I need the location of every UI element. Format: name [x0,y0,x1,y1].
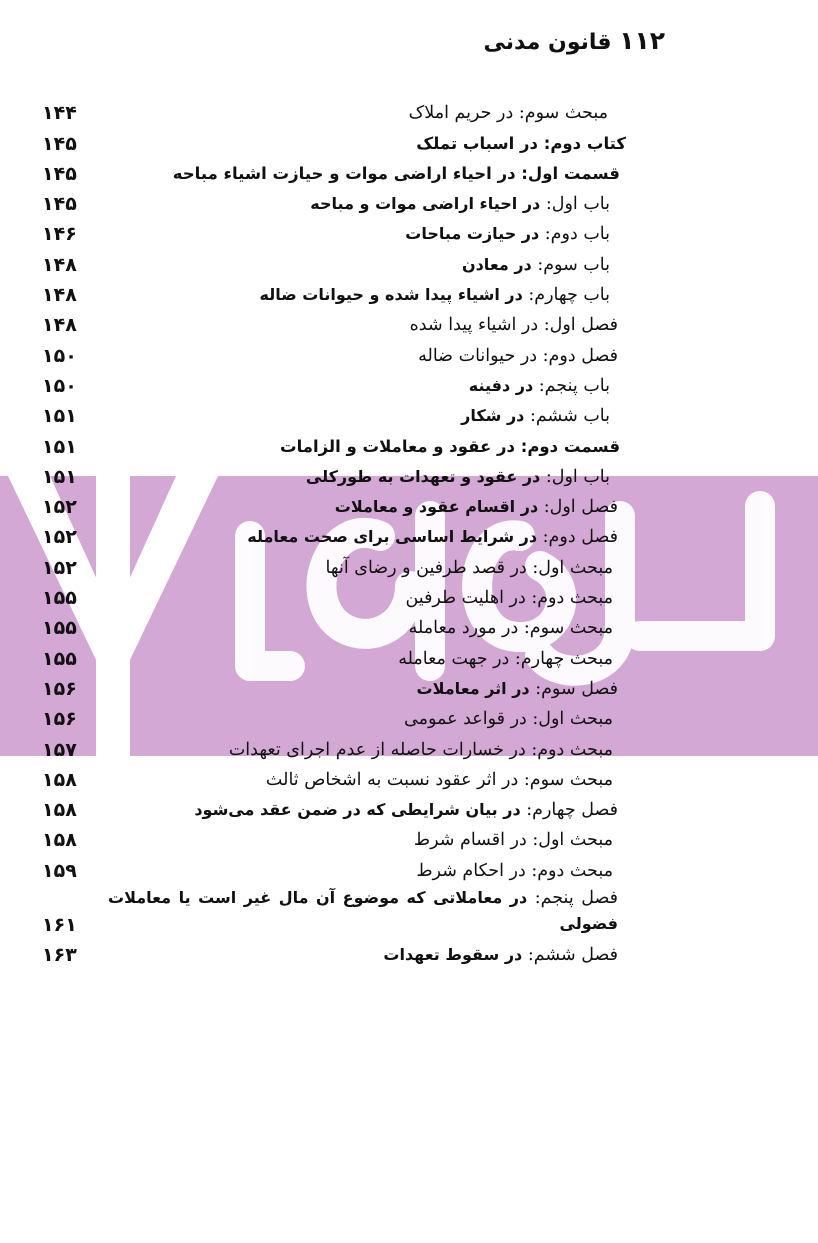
toc-page-number: ۱۵۰ [42,374,77,397]
toc-entry-title: در معادن [461,254,532,274]
toc-page-number: ۱۴۸ [42,253,77,276]
toc-page-number: ۱۵۶ [42,677,77,700]
toc-entry [0,795,818,825]
toc-entry-text [469,374,610,398]
toc-entry-text [310,192,610,216]
toc-entry-text [108,885,618,937]
toc-entry-text [173,162,620,186]
toc-page-number: ۱۴۵ [42,162,77,185]
toc-page-number: ۱۵۹ [42,859,77,882]
toc-entry [0,128,818,158]
toc-entry-title: در اشیاء پیدا شده [409,315,539,336]
toc-entry [0,674,818,704]
toc-entry-text [417,677,618,701]
toc-entry-title: در اشیاء پیدا شده و حیوانات ضاله [259,285,523,305]
toc-entry-text [416,859,613,883]
toc-entry [0,940,818,970]
toc-page-number: ۱۴۵ [42,132,77,155]
toc-entry-text [405,586,613,610]
toc-entry-label: فصل پنجم: [527,887,618,908]
toc-entry [0,613,818,643]
toc-entry [0,734,818,764]
toc-entry-title: در حریم املاک [408,103,514,124]
toc-entry-label: مبحث سوم: [518,769,613,790]
toc-entry-label: مبحث اول: [526,709,613,730]
toc-entry-label: فصل چهارم: [520,800,618,821]
toc-entry-label: باب اول: [540,466,610,487]
toc-page-number: ۱۵۲ [42,526,77,549]
toc-entry [0,492,818,522]
toc-entry-text [335,495,618,519]
toc-page-number: ۱۴۵ [42,193,77,216]
toc-entry-label: مبحث دوم: [525,860,613,881]
toc-entry-text [409,101,608,125]
toc-page-number: ۱۵۸ [42,799,77,822]
toc-entry-title: در مورد معامله [408,618,519,639]
toc-entry-text [280,435,620,459]
toc-entry-title: کتاب دوم: در اسباب تملک [416,133,626,153]
toc-entry [0,371,818,401]
toc-entry-label: فصل سوم: [529,678,618,699]
toc-entry-title: در خسارات حاصله از عدم اجرای تعهدات [228,739,526,760]
toc-entry [0,189,818,219]
toc-entry-label: باب ششم: [524,406,610,427]
toc-page-number: ۱۴۸ [42,284,77,307]
toc-entry-text [398,647,613,671]
toc-entry-text [405,222,610,246]
toc-entry-text [416,132,626,156]
toc-entry-label: باب اول: [540,194,610,215]
toc-entry-title: در دفینه [468,375,534,395]
toc-page-number: ۱۵۶ [42,708,77,731]
header-page-number: ۱۱۲ [619,26,665,55]
toc-page-number: ۱۵۱ [42,465,77,488]
toc-entry-label: فصل دوم: [537,345,618,366]
toc-entry-text [194,798,618,822]
toc-entry-title: در قواعد عمومی [403,709,527,730]
toc-page-number: ۱۵۸ [42,829,77,852]
page-header [484,26,665,55]
toc-entry-title: در اهلیت طرفین [405,588,526,609]
toc-entry-title: در حیوانات ضاله [418,345,538,366]
toc-page-number: ۱۴۶ [42,223,77,246]
toc-page-number: ۱۴۸ [42,314,77,337]
toc-entry-label: فصل اول: [538,497,618,518]
toc-entry-label: مبحث اول: [526,557,613,578]
toc-entry [0,643,818,673]
toc-entry [0,280,818,310]
header-book-title: قانون مدنی [483,30,612,55]
toc-entry-text [410,313,618,337]
toc-entry-label: باب پنجم: [533,375,610,396]
toc-entry [0,340,818,370]
toc-page-number: ۱۵۷ [42,738,77,761]
toc-entry-title: در حیازت مباحات [405,224,540,244]
toc-entry [0,522,818,552]
toc-page-number: ۱۵۱ [42,435,77,458]
toc-page-number: ۱۵۸ [42,768,77,791]
toc-entry-label: باب چهارم: [522,285,610,306]
toc-entry-label: فصل دوم: [537,527,618,548]
toc-page-number: ۱۶۳ [42,944,77,967]
toc-entry-label: مبحث سوم: [513,103,608,124]
toc-entry-text [229,738,613,762]
toc-entry-title: در اثر عقود نسبت به اشخاص ثالث [265,769,519,790]
toc-entry [0,159,818,189]
table-of-contents [0,98,818,970]
toc-entry-title: در شرایط اساسی برای صحت معامله [247,527,538,547]
toc-entry [0,765,818,795]
toc-entry-label: مبحث دوم: [525,588,613,609]
toc-entry-text [461,404,610,428]
toc-entry-label: مبحث سوم: [518,618,613,639]
toc-entry [0,462,818,492]
toc-entry [0,855,818,885]
toc-entry-text [418,344,618,368]
toc-page-number: ۱۵۵ [42,617,77,640]
toc-entry-title: در شکار [461,406,525,426]
toc-page-number: ۱۵۵ [42,587,77,610]
toc-entry-text [462,253,610,277]
toc-entry-label: مبحث اول: [526,830,613,851]
toc-entry [0,249,818,279]
toc-page-number: ۱۶۱ [42,913,77,936]
toc-entry-text [404,707,613,731]
toc-entry-label: مبحث دوم: [525,739,613,760]
toc-entry-label: باب سوم: [531,254,610,275]
toc-entry-text [306,465,610,489]
toc-entry-label: فصل اول: [538,315,618,336]
toc-entry-title: قسمت اول: در احیاء اراضی موات و حیازت اشیاء مباحه [172,163,620,183]
toc-entry [0,704,818,734]
toc-entry-label: فصل ششم: [522,945,618,966]
toc-entry-title: قسمت دوم: در عقود و معاملات و الزامات [280,436,620,456]
toc-entry [0,401,818,431]
toc-entry-text [414,828,613,852]
toc-page-number: ۱۵۵ [42,647,77,670]
toc-entry-title: در قصد طرفین و رضای آنها [325,557,527,578]
toc-entry-label: باب دوم: [539,224,610,245]
toc-page-number: ۱۵۰ [42,344,77,367]
toc-entry [0,310,818,340]
toc-entry-title: در اثر معاملات [416,678,530,698]
toc-page-number: ۱۵۲ [42,496,77,519]
toc-entry-title: در بیان شرایطی که در ضمن عقد می‌شود [194,800,521,820]
toc-entry [0,219,818,249]
toc-entry [0,825,818,855]
toc-entry [0,583,818,613]
toc-entry-title: در سقوط تعهدات [383,945,523,965]
toc-entry-text [326,556,613,580]
toc-entry-label: مبحث چهارم: [509,648,613,669]
toc-entry-title: در احکام شرط [416,860,526,881]
toc-entry [0,886,818,940]
toc-page-number: ۱۵۱ [42,405,77,428]
toc-entry [0,431,818,461]
toc-entry-text [247,525,618,549]
toc-entry-title: در اقسام شرط [413,830,527,851]
toc-entry-title: در عقود و تعهدات به طورکلی [305,466,541,486]
toc-entry-title: در اقسام عقود و معاملات [334,497,539,517]
toc-entry-title: در جهت معامله [398,648,510,669]
toc-entry-text [383,943,618,967]
toc-entry [0,98,818,128]
toc-entry-text [409,616,613,640]
toc-entry-title: در احیاء اراضی موات و مباحه [310,194,541,214]
toc-entry-text [260,283,610,307]
toc-entry-text [266,768,613,792]
toc-page-number: ۱۴۴ [42,102,77,125]
toc-entry-title: در معاملاتی که موضوع آن مال غیر است یا معاملات فضولی [108,887,618,933]
toc-entry [0,552,818,582]
toc-page-number: ۱۵۲ [42,556,77,579]
